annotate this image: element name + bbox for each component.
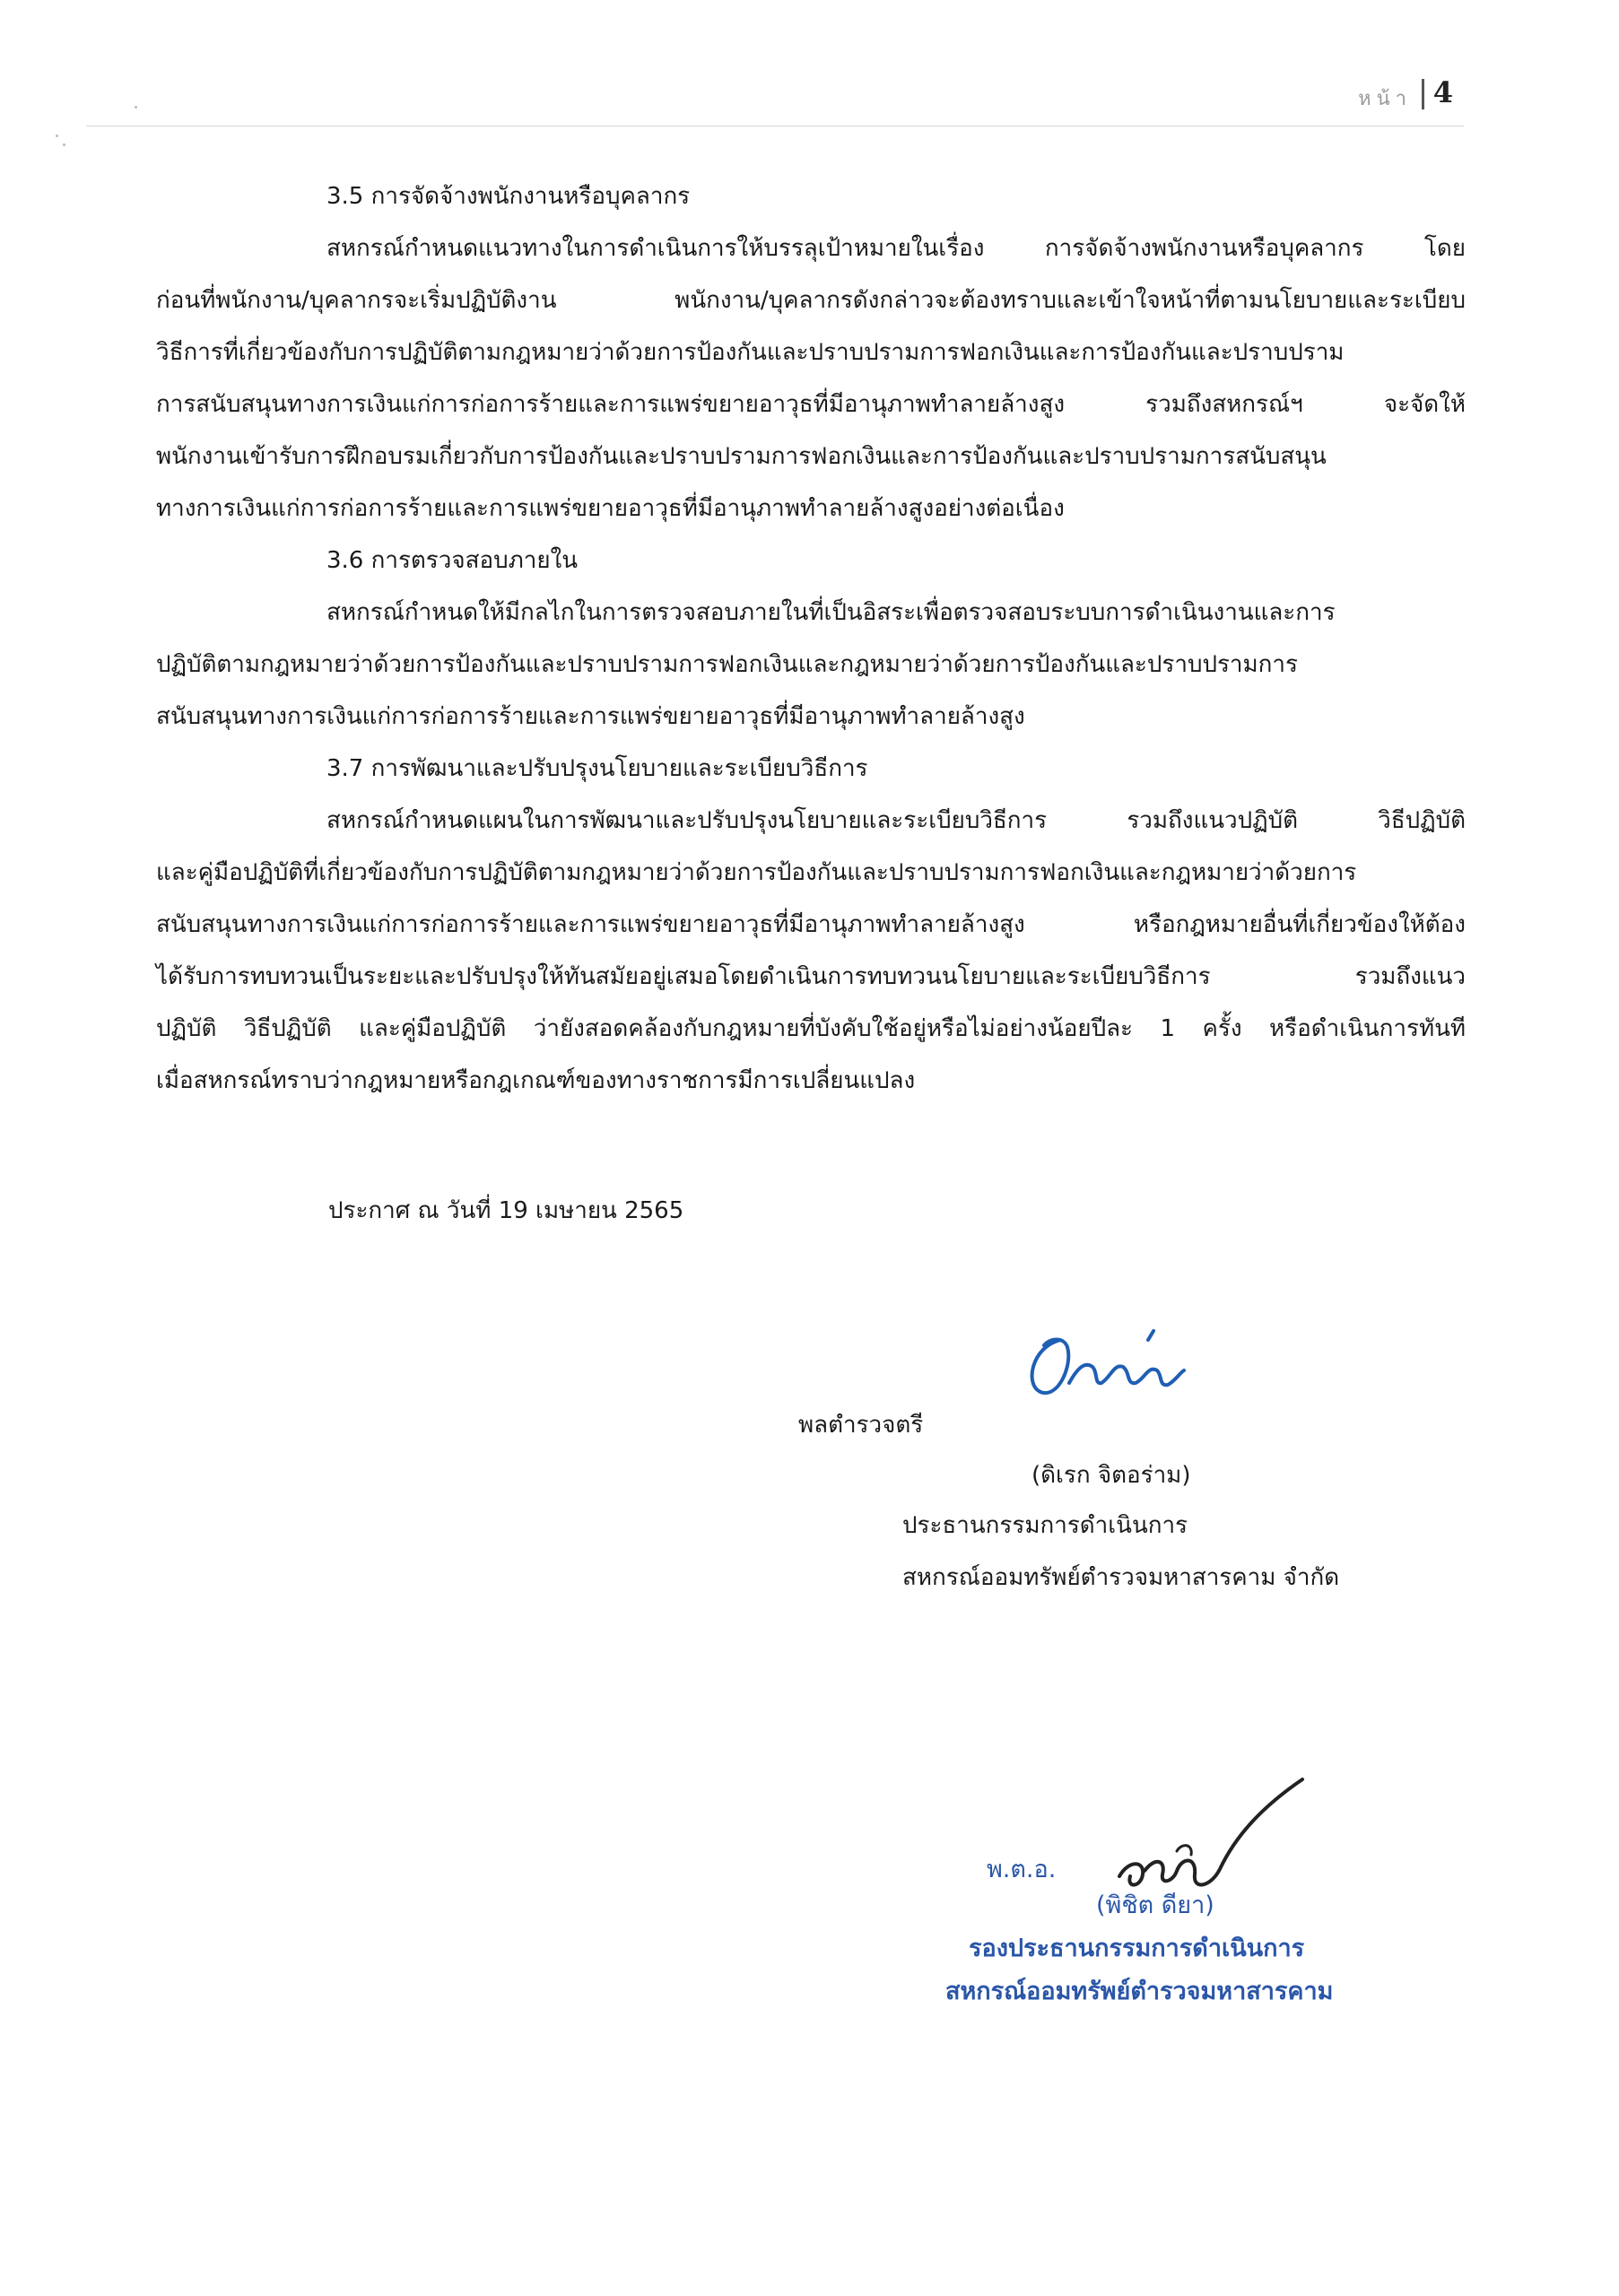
scan-speck [56, 135, 58, 137]
section-heading: 3.5 การจัดจ้างพนักงานหรือบุคลากร [326, 183, 691, 210]
paragraph-line: สหกรณ์กำหนดให้มีกลไกในการตรวจสอบภายในที่เป็นอิสระเพื่อตรวจสอบระบบการดำเนินงานและการ [326, 599, 1336, 626]
signatory-organization: สหกรณ์ออมทรัพย์ตำรวจมหาสารคาม จำกัด [902, 1564, 1340, 1591]
paragraph-line: เมื่อสหกรณ์ทราบว่ากฎหมายหรือกฎเกณฑ์ของทางราชการมีการเปลี่ยนแปลง [156, 1067, 916, 1094]
signatory-rank: พลตำรวจตรี [798, 1412, 924, 1439]
paragraph-line: ปฏิบัติ วิธีปฏิบัติ และคู่มือปฏิบัติ ว่ายังสอดคล้องกับกฎหมายที่บังคับใช้อยู่หรือไม่อย่างน้อยปีละ 1 ครั้ง หรือดำเนินการทันที [156, 1015, 1466, 1042]
signatory-position: ประธานกรรมการดำเนินการ [902, 1512, 1188, 1539]
paragraph-line: วิธีการที่เกี่ยวข้องกับการปฏิบัติตามกฎหมายว่าด้วยการป้องกันและปราบปรามการฟอกเงินและการป้องกันและปราบปราม [156, 339, 1345, 366]
paragraph-line: ก่อนที่พนักงาน/บุคลากรจะเริ่มปฏิบัติงาน พนักงาน/บุคลากรดังกล่าวจะต้องทราบและเข้าใจหน้าที่ตามนโยบายและระเบียบ [156, 287, 1466, 314]
scan-speck [63, 144, 65, 146]
paragraph-line: สนับสนุนทางการเงินแก่การก่อการร้ายและการแพร่ขยายอาวุธที่มีอานุภาพทำลายล้างสูง หรือกฎหมายอื่นที่เกี่ยวข้องให้ต้อง [156, 911, 1466, 938]
paragraph-line: สหกรณ์กำหนดแผนในการพัฒนาและปรับปรุงนโยบายและระเบียบวิธีการ รวมถึงแนวปฏิบัติ วิธีปฏิบัติ [326, 807, 1466, 834]
section-heading: 3.7 การพัฒนาและปรับปรุงนโยบายและระเบียบวิธีการ [326, 755, 868, 782]
paragraph-line: การสนับสนุนทางการเงินแก่การก่อการร้ายและการแพร่ขยายอาวุธที่มีอานุภาพทำลายล้างสูง รวมถึงสหกรณ์ฯ จะจัดให้ [156, 391, 1466, 418]
certifier-rank: พ.ต.อ. [987, 1856, 1057, 1883]
certifier-organization: สหกรณ์ออมทรัพย์ตำรวจมหาสารคาม [945, 1978, 1334, 2005]
signature-image [1014, 1320, 1247, 1419]
paragraph-line: สหกรณ์กำหนดแนวทางในการดำเนินการให้บรรลุเป้าหมายในเรื่อง การจัดจ้างพนักงานหรือบุคลากร โดย [326, 235, 1466, 262]
section-heading: 3.6 การตรวจสอบภายใน [326, 547, 579, 574]
paragraph-line: และคู่มือปฏิบัติที่เกี่ยวข้องกับการปฏิบัติตามกฎหมายว่าด้วยการป้องกันและปราบปรามการฟอกเงินและกฎหมายว่าด้วยการ [156, 859, 1357, 886]
paragraph-line: ทางการเงินแก่การก่อการร้ายและการแพร่ขยายอาวุธที่มีอานุภาพทำลายล้างสูงอย่างต่อเนื่อง [156, 495, 1065, 522]
scan-speck [135, 106, 137, 109]
document-body [156, 170, 1466, 1107]
page-label: หน้า [1358, 88, 1412, 110]
page-header [86, 75, 1464, 129]
paragraph-line: สนับสนุนทางการเงินแก่การก่อการร้ายและการแพร่ขยายอาวุธที่มีอานุภาพทำลายล้างสูง [156, 703, 1025, 730]
signatory-name: (ดิเรก จิตอร่าม) [1031, 1462, 1191, 1489]
page-separator [1422, 79, 1424, 109]
paragraph-line: ได้รับการทบทวนเป็นระยะและปรับปรุงให้ทันสมัยอยู่เสมอโดยดำเนินการทบทวนนโยบายและระเบียบวิธีการ รวมถึงแนว [156, 963, 1466, 990]
announcement-date: ประกาศ ณ วันที่ 19 เมษายน 2565 [328, 1197, 684, 1224]
signature-block [798, 1336, 1480, 1605]
certifier-position: รองประธานกรรมการดำเนินการ [969, 1935, 1305, 1962]
page-number: 4 [1432, 75, 1453, 109]
certifier-name: (พิชิต ดียา) [1096, 1892, 1214, 1919]
paragraph-line: ปฏิบัติตามกฎหมายว่าด้วยการป้องกันและปราบปรามการฟอกเงินและกฎหมายว่าด้วยการป้องกันและปราบปรามการ [156, 651, 1298, 678]
certification-block [945, 1776, 1471, 2027]
paragraph-line: พนักงานเข้ารับการฝึกอบรมเกี่ยวกับการป้องกันและปราบปรามการฟอกเงินและการป้องกันและปราบปรามการสนับสนุน [156, 443, 1327, 470]
